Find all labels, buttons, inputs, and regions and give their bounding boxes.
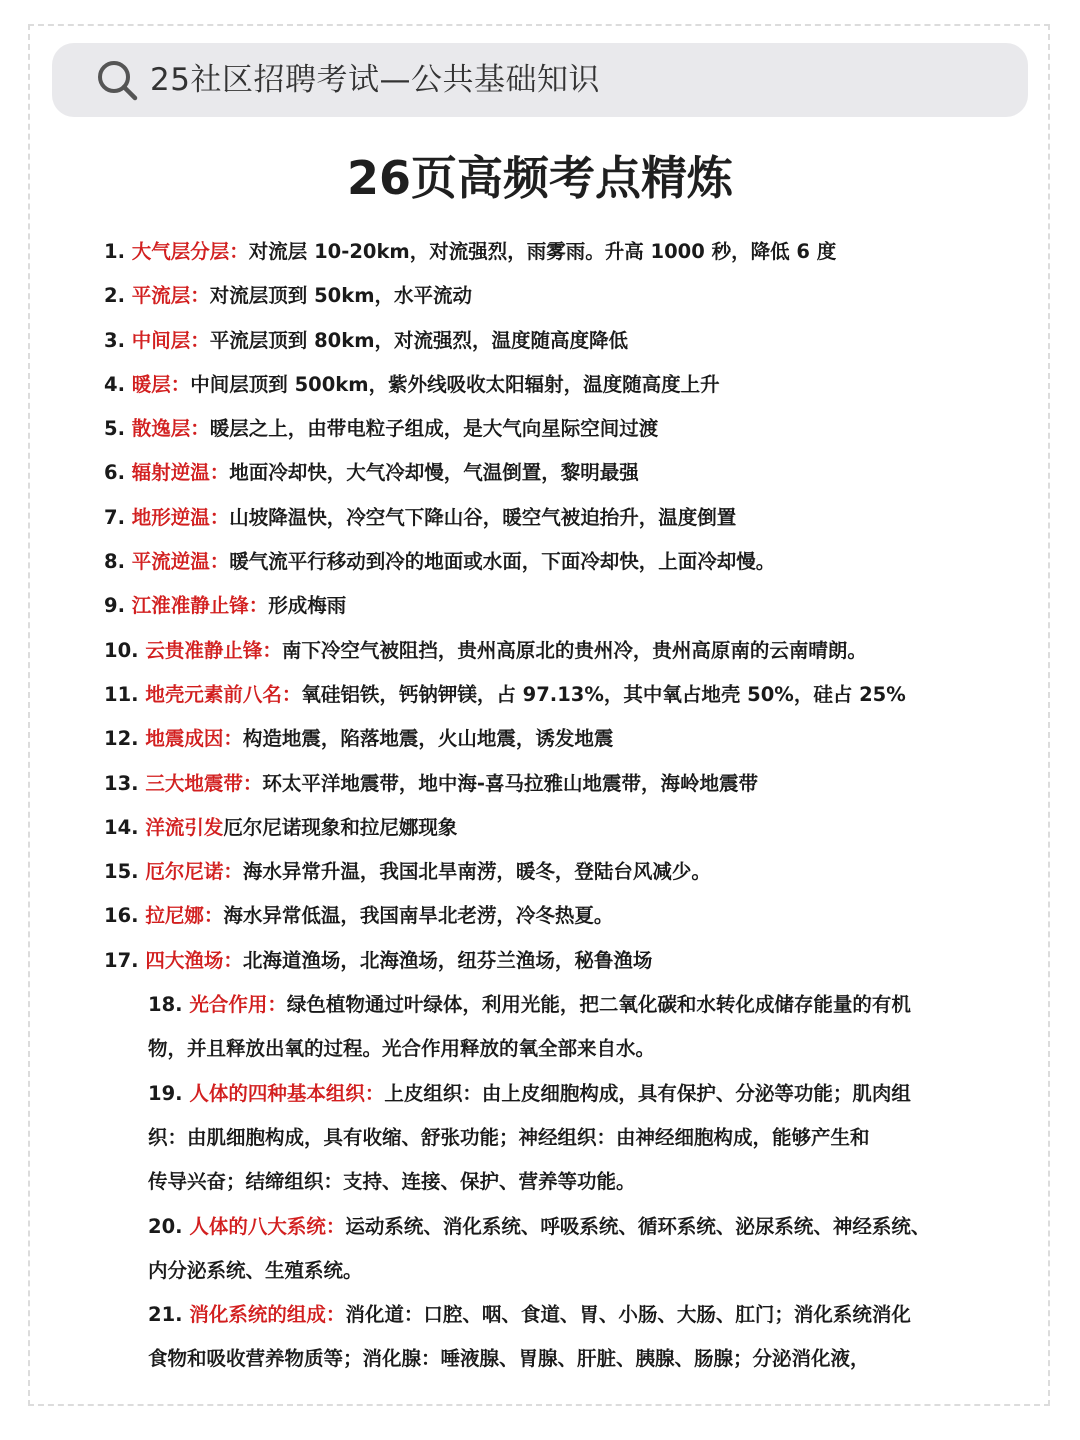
search-icon[interactable] (94, 57, 140, 103)
item-number: 8. (104, 550, 125, 574)
item-description: 环太平洋地震带，地中海-喜马拉雅山地震带，海岭地震带 (262, 771, 758, 795)
item-number: 16. (104, 904, 139, 928)
search-query-text[interactable]: 25社区招聘考试—公共基础知识 (150, 62, 600, 98)
item-description: 海水异常低温，我国南旱北老涝，冷冬热夏。 (223, 904, 614, 928)
item-continuation: 织：由肌细胞构成，具有收缩、舒张功能；神经组织：由神经细胞构成，能够产生和 (148, 1125, 870, 1149)
list-item (104, 363, 994, 407)
list-item (104, 584, 994, 628)
item-term: 大气层分层： (131, 240, 249, 263)
item-number: 17. (104, 948, 139, 972)
item-description: 暖层之上，由带电粒子组成，是大气向星际空间过渡 (209, 417, 659, 441)
item-description: 运动系统、消化系统、呼吸系统、循环系统、泌尿系统、神经系统、 (345, 1214, 931, 1238)
list-item (104, 806, 994, 850)
item-term: 人体的四种基本组织： (189, 1081, 385, 1105)
list-item (104, 274, 994, 318)
item-term: 四大渔场： (145, 948, 243, 972)
item-term: 暖层： (131, 372, 191, 396)
item-number: 4. (104, 372, 125, 396)
item-description: 地面冷却快，大气冷却慢，气温倒置，黎明最强 (229, 461, 639, 485)
item-description: 暖气流平行移动到冷的地面或水面，下面冷却快，上面冷却慢。 (229, 550, 776, 574)
item-term: 中间层： (131, 328, 210, 352)
item-number: 13. (104, 771, 139, 795)
item-number: 21. (148, 1303, 183, 1327)
item-continuation: 食物和吸收营养物质等；消化腺：唾液腺、胃腺、肝脏、胰腺、肠腺；分泌消化液， (148, 1347, 870, 1371)
item-description: 消化道：口腔、咽、食道、胃、小肠、大肠、肛门；消化系统消化 (345, 1303, 911, 1327)
item-description: 平流层顶到 80km，对流强烈，温度随高度降低 (209, 328, 629, 352)
item-description: 上皮组织：由上皮细胞构成，具有保护、分泌等功能；肌肉组 (384, 1081, 911, 1105)
item-term: 散逸层： (131, 417, 210, 441)
item-number: 15. (104, 860, 139, 884)
item-continuation: 物，并且释放出氧的过程。光合作用释放的氧全部来自水。 (148, 1037, 656, 1061)
item-term: 洋流引发 (145, 815, 224, 839)
item-number: 10. (104, 638, 139, 662)
item-number: 6. (104, 461, 125, 485)
page-title: 26页高频考点精炼 (346, 151, 733, 205)
list-item (104, 540, 994, 584)
item-term: 辐射逆温： (131, 461, 230, 485)
list-item (104, 629, 994, 673)
list-item (104, 319, 994, 363)
item-description: 形成梅雨 (268, 594, 347, 618)
item-number: 9. (104, 594, 125, 618)
item-term: 地形逆温： (131, 505, 230, 529)
item-number: 7. (104, 505, 125, 529)
item-term: 三大地震带： (145, 771, 263, 795)
item-number: 11. (104, 682, 139, 706)
item-description: 南下冷空气被阻挡，贵州高原北的贵州冷，贵州高原南的云南晴朗。 (281, 638, 867, 662)
item-term: 云贵准静止锋： (145, 638, 282, 662)
item-term: 地壳元素前八名： (145, 682, 302, 706)
list-item (104, 762, 994, 806)
list-item (104, 850, 994, 894)
item-continuation: 传导兴奋；结缔组织：支持、连接、保护、营养等功能。 (148, 1170, 636, 1194)
item-number: 5. (104, 417, 125, 441)
item-number: 14. (104, 815, 139, 839)
item-description: 绿色植物通过叶绿体，利用光能，把二氧化碳和水转化成储存能量的有机 (286, 993, 911, 1017)
list-item (104, 983, 994, 1072)
item-number: 18. (148, 993, 183, 1017)
list-item (104, 1293, 994, 1382)
list-item (104, 939, 994, 983)
list-item (104, 407, 994, 451)
list-item (104, 496, 994, 540)
item-term: 平流层： (131, 284, 210, 308)
list-item (104, 230, 994, 274)
item-term: 江淮准静止锋： (131, 594, 269, 618)
item-term: 厄尔尼诺： (145, 860, 243, 884)
knowledge-list (104, 230, 994, 1382)
item-description: 海水异常升温，我国北旱南涝，暖冬，登陆台风减少。 (242, 860, 711, 884)
item-term: 拉尼娜： (145, 904, 224, 928)
item-description: 对流层 10-20km，对流强烈，雨雾雨。升高 1000 秒，降低 6 度 (248, 240, 837, 263)
item-term: 人体的八大系统： (189, 1214, 346, 1238)
list-item (104, 717, 994, 761)
item-term: 地震成因： (145, 727, 243, 751)
item-term: 平流逆温： (131, 550, 230, 574)
item-term: 光合作用： (189, 993, 287, 1017)
item-number: 19. (148, 1081, 183, 1105)
item-description: 氧硅铝铁，钙钠钾镁，占 97.13%，其中氧占地壳 50%，硅占 25% (301, 682, 906, 706)
item-term: 消化系统的组成： (189, 1303, 346, 1327)
list-item (104, 894, 994, 938)
item-description: 北海道渔场，北海渔场，纽芬兰渔场，秘鲁渔场 (242, 948, 653, 972)
item-number: 20. (148, 1214, 183, 1238)
item-description: 对流层顶到 50km，水平流动 (209, 284, 473, 308)
item-continuation: 内分泌系统、生殖系统。 (148, 1258, 363, 1282)
item-number: 2. (104, 284, 125, 308)
list-item (104, 673, 994, 717)
list-item (104, 1205, 994, 1294)
item-description: 山坡降温快，冷空气下降山谷，暖空气被迫抬升，温度倒置 (229, 505, 737, 529)
item-number: 1. (104, 240, 125, 263)
item-description: 构造地震，陷落地震，火山地震，诱发地震 (242, 727, 614, 751)
item-number: 3. (104, 328, 125, 352)
list-item (104, 1072, 994, 1205)
item-number: 12. (104, 727, 139, 751)
list-item (104, 451, 994, 495)
item-description: 厄尔尼诺现象和拉尼娜现象 (223, 815, 458, 839)
item-description: 中间层顶到 500km，紫外线吸收太阳辐射，温度随高度上升 (190, 372, 720, 396)
